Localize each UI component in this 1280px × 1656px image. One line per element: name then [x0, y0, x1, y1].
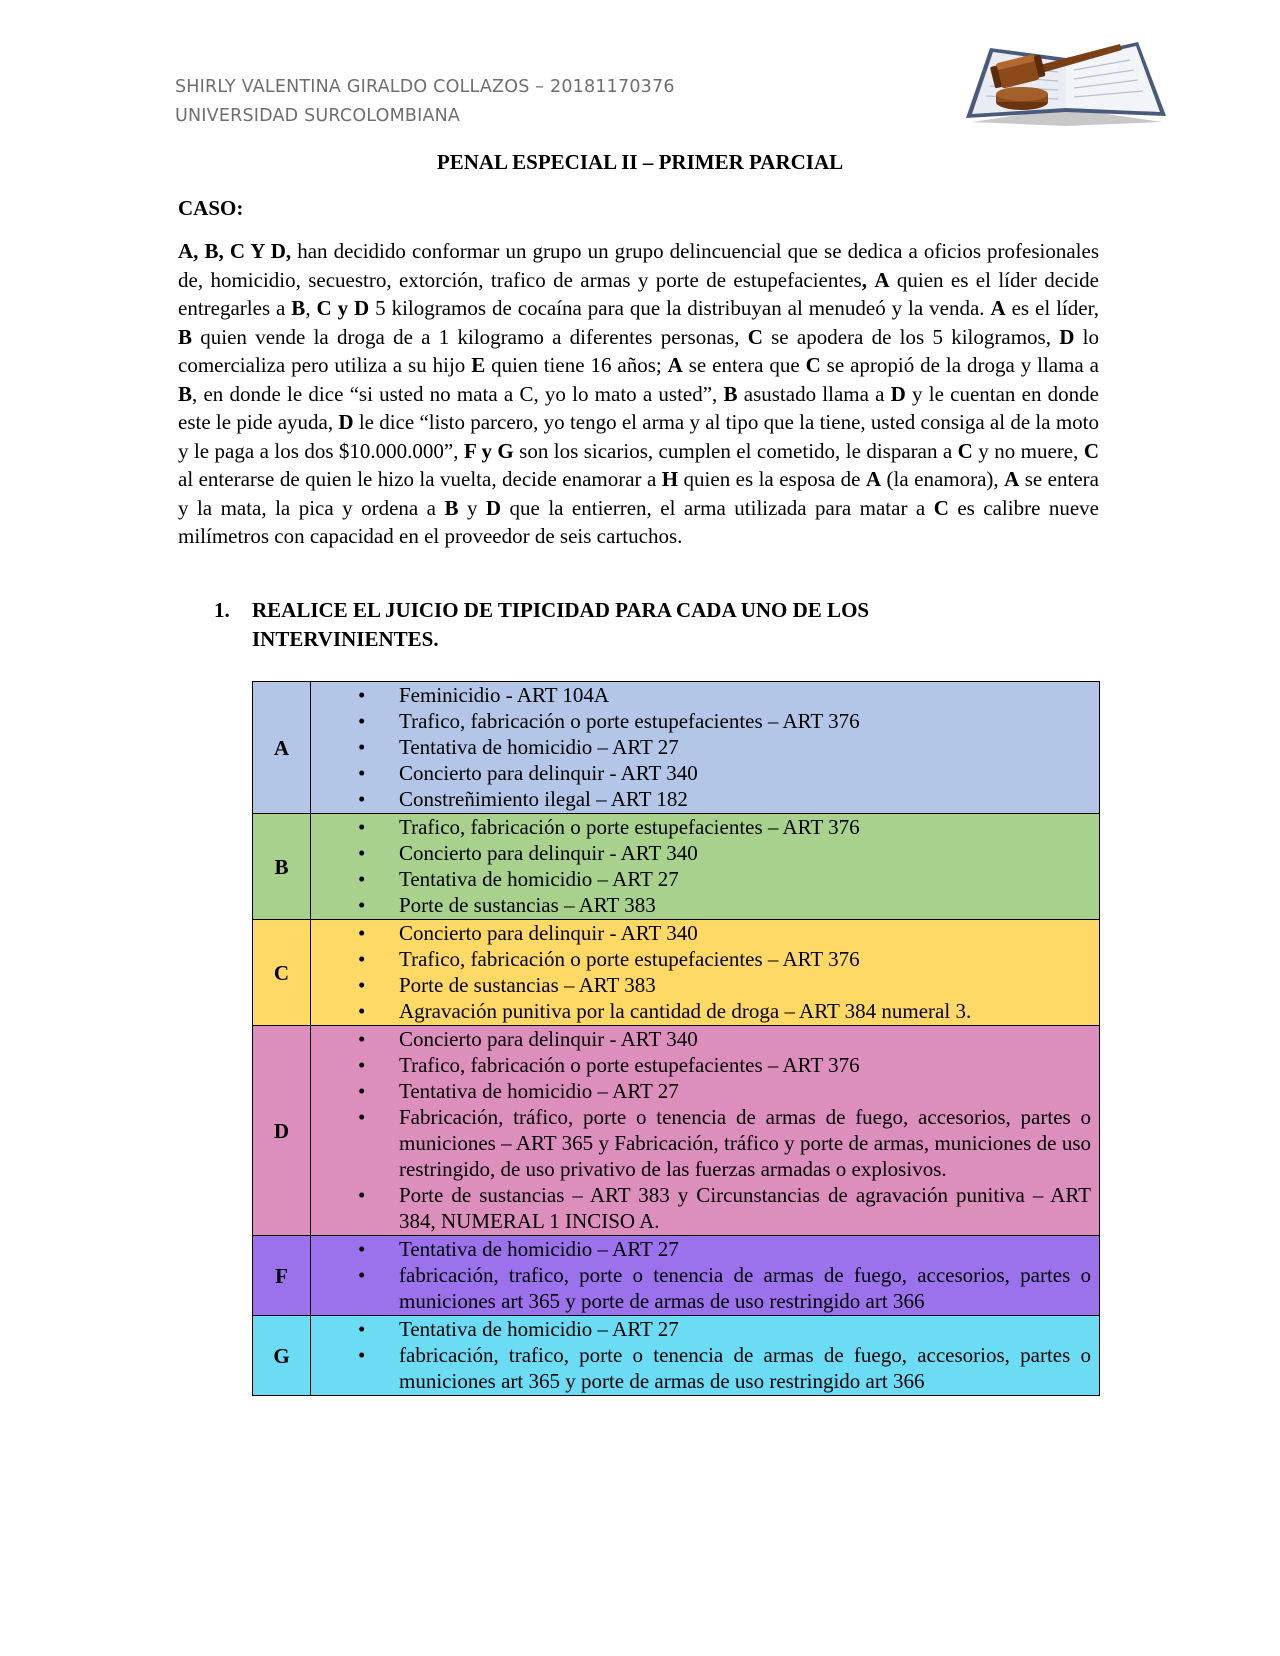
offense-item: • Concierto para delinquir - ART 340: [311, 760, 1091, 786]
participant-letter: D: [253, 1026, 311, 1236]
offense-list-cell: [311, 1236, 1100, 1316]
offense-item: • Constreñimiento ilegal – ART 182: [311, 786, 1091, 812]
participant-row-a: [253, 682, 1100, 814]
offense-item: • fabricación, trafico, porte o tenencia de armas de fuego, accesorios, partes o municiones art 365 y porte de armas de uso restringido art 366: [311, 1342, 1091, 1394]
offense-list-cell: [311, 920, 1100, 1026]
offense-item: • Concierto para delinquir - ART 340: [311, 840, 1091, 866]
case-paragraph: A, B, C Y D, han decidido conformar un grupo un grupo delincuencial que se dedica a oficios profesionales de, homicidio, secuestro, extorción, trafico de armas y porte de estupefacientes, A quien es el líder decide entregarles a B, C y D 5 kilogramos de cocaína para que la distribuyan al menudeó y la venda. A es el líder, B quien vende la droga de a 1 kilogramo a diferentes personas, C se apodera de los 5 kilogramos, D lo comercializa pero utiliza a su hijo E quien tiene 16 años; A se entera que C se apropió de la droga y llama a B, en donde le dice “si usted no mata a C, yo lo mato a usted”, B asustado llama a D y le cuentan en donde este le pide ayuda, D le dice “listo parcero, yo tengo el arma y al tipo que la tiene, usted consiga al de la moto y le paga a los dos $10.000.000”, F y G son los sicarios, cumplen el cometido, le disparan a C y no muere, C al enterarse de quien le hizo la vuelta, decide enamorar a H quien es la esposa de A (la enamora), A se entera y la mata, la pica y ordena a B y D que la entierren, el arma utilizada para matar a C es calibre nueve milímetros con capacidad en el proveedor de seis cartuchos.: [178, 239, 1100, 548]
participant-letter: G: [253, 1316, 311, 1396]
offense-list: [311, 1236, 1099, 1315]
document-title: PENAL ESPECIAL II – PRIMER PARCIAL: [436, 150, 844, 174]
offense-item: • Concierto para delinquir - ART 340: [311, 920, 1091, 946]
offense-list-cell: [311, 1316, 1100, 1396]
case-description: [178, 237, 1099, 551]
participant-row-d: [253, 1026, 1100, 1236]
offense-item: • Trafico, fabricación o porte estupefacientes – ART 376: [311, 946, 1091, 972]
participant-row-g: [253, 1316, 1100, 1396]
offense-item: • fabricación, trafico, porte o tenencia de armas de fuego, accesorios, partes o municiones art 365 y porte de armas de uso restringido art 366: [311, 1262, 1091, 1314]
caso-heading: CASO:: [178, 196, 244, 220]
offense-item: • Concierto para delinquir - ART 340: [311, 1026, 1091, 1052]
question-text: REALICE EL JUICIO DE TIPICIDAD PARA CADA UNO DE LOS INTERVINIENTES.: [252, 598, 870, 651]
offense-list-cell: [311, 682, 1100, 814]
offense-item: • Porte de sustancias – ART 383: [311, 972, 1091, 998]
offense-list: [311, 814, 1099, 919]
offense-item: • Tentativa de homicidio – ART 27: [311, 866, 1091, 892]
offense-item: • Trafico, fabricación o porte estupefacientes – ART 376: [311, 1052, 1091, 1078]
offense-item: • Tentativa de homicidio – ART 27: [311, 734, 1091, 760]
offense-list-cell: [311, 1026, 1100, 1236]
offense-item: • Porte de sustancias – ART 383: [311, 892, 1091, 918]
participant-row-c: [253, 920, 1100, 1026]
participant-letter: A: [253, 682, 311, 814]
offense-list-cell: [311, 814, 1100, 920]
university-line: UNIVERSIDAD SURCOLOMBIANA: [175, 106, 461, 126]
offense-item: • Trafico, fabricación o porte estupefacientes – ART 376: [311, 708, 1091, 734]
offense-item: • Tentativa de homicidio – ART 27: [311, 1316, 1091, 1342]
offense-item: • Agravación punitiva por la cantidad de droga – ART 384 numeral 3.: [311, 998, 1091, 1024]
participant-row-b: [253, 814, 1100, 920]
offense-item: • Feminicidio - ART 104A: [311, 682, 1091, 708]
question-number: 1.: [214, 598, 230, 622]
offense-item: • Trafico, fabricación o porte estupefacientes – ART 376: [311, 814, 1091, 840]
offense-item: • Tentativa de homicidio – ART 27: [311, 1078, 1091, 1104]
offense-item: • Fabricación, tráfico, porte o tenencia de armas de fuego, accesorios, partes o municiones – ART 365 y Fabricación, tráfico y porte de armas, municiones de uso restringido, de uso privativo de las fuerzas armadas o explosivos.: [311, 1104, 1091, 1182]
offense-list: [311, 1316, 1099, 1395]
offense-list: [311, 1026, 1099, 1235]
offense-list: [311, 920, 1099, 1025]
document-header: [175, 73, 675, 131]
tipicidad-table: [252, 681, 1100, 1396]
participant-letter: B: [253, 814, 311, 920]
author-line: SHIRLY VALENTINA GIRALDO COLLAZOS – 20181170376: [175, 77, 675, 97]
participant-letter: F: [253, 1236, 311, 1316]
offense-list: [311, 682, 1099, 813]
gavel-book-logo: [962, 36, 1170, 126]
offense-item: • Tentativa de homicidio – ART 27: [311, 1236, 1091, 1262]
participant-letter: C: [253, 920, 311, 1026]
participant-row-f: [253, 1236, 1100, 1316]
offense-item: • Porte de sustancias – ART 383 y Circunstancias de agravación punitiva – ART 384, NUMERAL 1 INCISO A.: [311, 1182, 1091, 1234]
